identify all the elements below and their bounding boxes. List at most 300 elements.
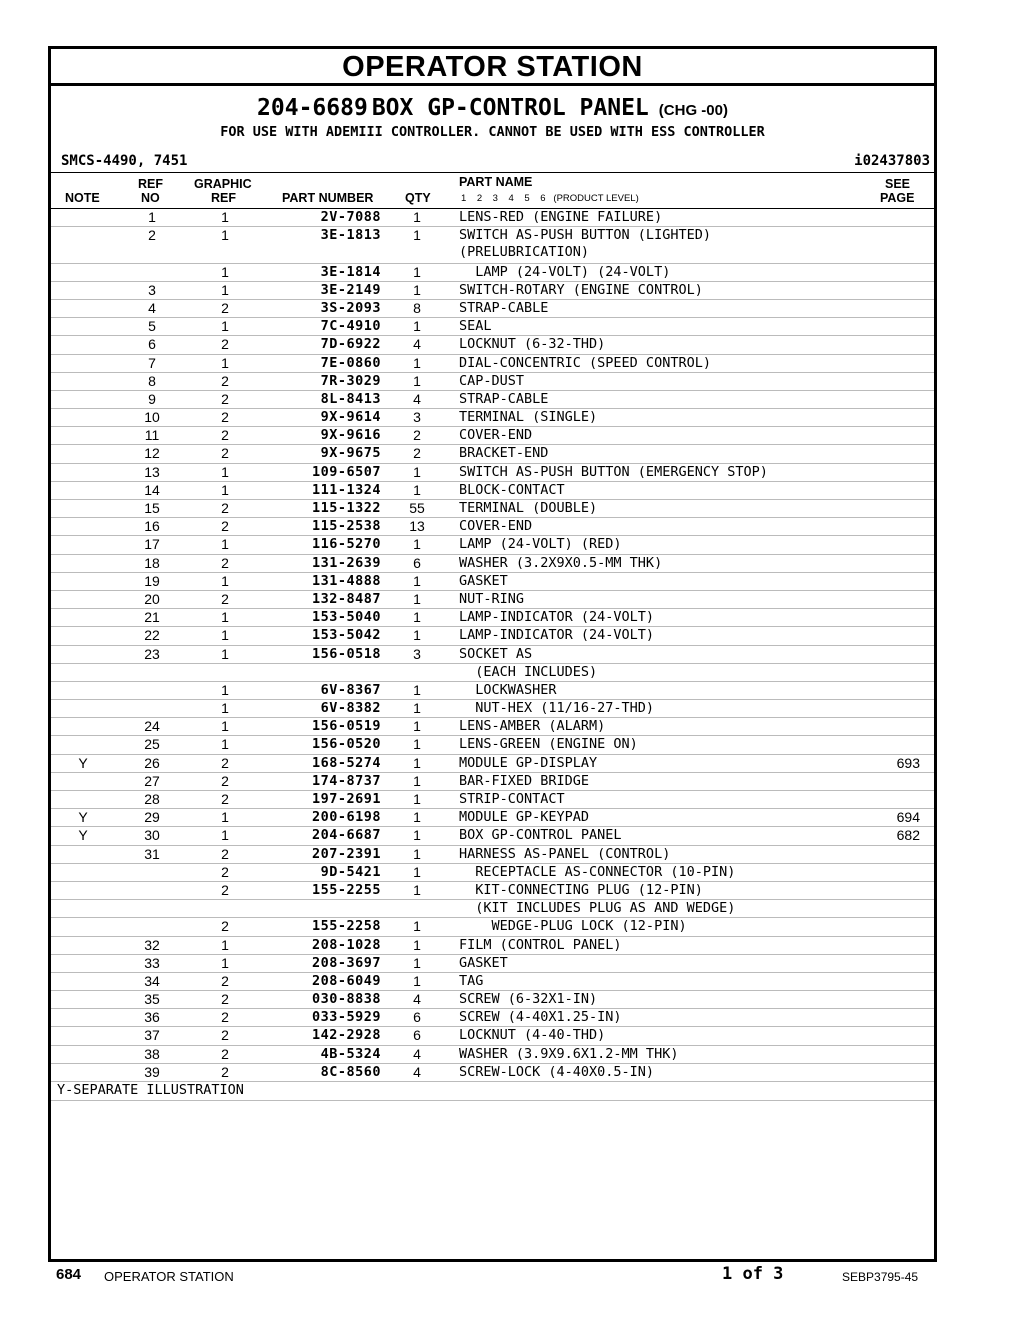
graphic-ref-cell: 2 <box>221 427 229 444</box>
part-number-cell: 116-5270 <box>311 536 381 553</box>
part-number-cell: 131-2639 <box>311 554 381 571</box>
table-row <box>51 918 934 936</box>
table-row <box>51 755 934 773</box>
graphic-ref-cell: 2 <box>221 500 229 517</box>
part-number-cell: 9X-9616 <box>320 427 381 444</box>
part-number-cell: 115-2538 <box>311 518 381 535</box>
table-row <box>51 664 934 682</box>
ref-no-cell: 29 <box>144 809 160 826</box>
part-name-cell: GASKET <box>459 954 508 971</box>
graphic-ref-cell: 1 <box>221 936 229 953</box>
part-name-cell: NUT-RING <box>459 590 525 607</box>
part-name-cell: (KIT INCLUDES PLUG AS AND WEDGE) <box>459 900 736 917</box>
table-row <box>51 791 934 809</box>
table-row <box>51 736 934 754</box>
graphic-ref-cell: 1 <box>221 718 229 735</box>
table-row <box>51 1009 934 1027</box>
graphic-ref-cell: 2 <box>221 336 229 353</box>
footnote-row <box>51 1082 934 1101</box>
qty-cell: 1 <box>413 791 421 808</box>
col-graphic-ref-2: REF <box>211 191 236 205</box>
part-name-cell: BAR-FIXED BRIDGE <box>459 772 590 789</box>
table-row <box>51 318 934 336</box>
part-name-cell: WASHER (3.9X9.6X1.2-MM THK) <box>459 1045 679 1062</box>
graphic-ref-cell: 2 <box>221 590 229 607</box>
qty-cell: 1 <box>413 700 421 717</box>
col-see-page-1: SEE <box>885 177 911 191</box>
ref-no-cell: 5 <box>148 318 156 335</box>
qty-cell: 1 <box>413 954 421 971</box>
ref-no-cell: 36 <box>144 1009 160 1026</box>
ref-no-cell: 9 <box>148 390 156 407</box>
part-name-cell: BLOCK-CONTACT <box>459 481 565 498</box>
qty-cell: 1 <box>413 536 421 553</box>
ref-no-cell: 1 <box>148 209 156 225</box>
part-name-cell: LAMP (24-VOLT) (24-VOLT) <box>459 263 671 280</box>
ref-no-cell: 27 <box>144 772 160 789</box>
section-title: OPERATOR STATION <box>51 49 934 86</box>
qty-cell: 1 <box>413 754 421 771</box>
part-name-cell: WEDGE-PLUG LOCK (12-PIN) <box>459 918 687 935</box>
graphic-ref-cell: 2 <box>221 881 229 898</box>
part-name-cell: NUT-HEX (11/16-27-THD) <box>459 700 655 717</box>
part-number-cell: 033-5929 <box>311 1009 381 1026</box>
part-name-cell: SOCKET AS <box>459 645 533 662</box>
qty-cell: 1 <box>413 481 421 498</box>
qty-cell: 1 <box>413 936 421 953</box>
ref-no-cell: 4 <box>148 299 156 316</box>
table-row <box>51 227 934 263</box>
qty-cell: 4 <box>413 991 421 1008</box>
qty-cell: 1 <box>413 463 421 480</box>
qty-cell: 4 <box>413 1045 421 1062</box>
part-name-cell: CAP-DUST <box>459 372 525 389</box>
part-name-cell: STRAP-CABLE <box>459 390 549 407</box>
qty-cell: 1 <box>413 736 421 753</box>
part-name-cell: LENS-RED (ENGINE FAILURE) <box>459 209 663 225</box>
ref-no-cell: 38 <box>144 1045 160 1062</box>
ref-no-cell: 7 <box>148 354 156 371</box>
ref-no-cell: 26 <box>144 754 160 771</box>
part-name-cell: LOCKNUT (4-40-THD) <box>459 1027 606 1044</box>
table-row <box>51 991 934 1009</box>
qty-cell: 3 <box>413 409 421 426</box>
table-row <box>51 409 934 427</box>
qty-cell: 4 <box>413 390 421 407</box>
graphic-ref-cell: 1 <box>221 736 229 753</box>
graphic-ref-cell: 2 <box>221 845 229 862</box>
part-number-cell: 156-0518 <box>311 645 381 662</box>
part-name-cell: SWITCH AS-PUSH BUTTON (LIGHTED) (PRELUBRICATION) <box>459 227 711 261</box>
ref-no-cell: 28 <box>144 791 160 808</box>
ref-no-cell: 39 <box>144 1063 160 1080</box>
ref-no-cell: 19 <box>144 572 160 589</box>
qty-cell: 1 <box>413 881 421 898</box>
part-name-cell: RECEPTACLE AS-CONNECTOR (10-PIN) <box>459 863 736 880</box>
ref-no-cell: 2 <box>148 227 156 244</box>
ref-no-cell: 8 <box>148 372 156 389</box>
table-row <box>51 300 934 318</box>
group-header <box>51 94 934 122</box>
part-name-cell: LAMP-INDICATOR (24-VOLT) <box>459 627 655 644</box>
ref-no-cell: 33 <box>144 954 160 971</box>
ref-no-cell: 25 <box>144 736 160 753</box>
code-line <box>51 142 934 172</box>
part-name-cell: SWITCH-ROTARY (ENGINE CONTROL) <box>459 281 703 298</box>
part-name-cell: SCREW-LOCK (4-40X0.5-IN) <box>459 1063 655 1080</box>
part-number-cell: 155-2255 <box>311 881 381 898</box>
part-number-cell: 200-6198 <box>311 809 381 826</box>
part-number-cell: 208-6049 <box>311 972 381 989</box>
parts-list-frame <box>48 46 937 1262</box>
part-number-cell: 142-2928 <box>311 1027 381 1044</box>
graphic-ref-cell: 2 <box>221 445 229 462</box>
part-name-cell: LAMP (24-VOLT) (RED) <box>459 536 622 553</box>
qty-cell: 1 <box>413 372 421 389</box>
usage-note: FOR USE WITH ADEMIII CONTROLLER. CANNOT BE USED WITH ESS CONTROLLER <box>220 124 765 140</box>
part-number-cell: 2V-7088 <box>320 209 381 225</box>
graphic-ref-cell: 2 <box>221 972 229 989</box>
part-number-cell: 8C-8560 <box>320 1063 381 1080</box>
graphic-ref-cell: 1 <box>221 281 229 298</box>
col-see-page-2: PAGE <box>880 191 915 205</box>
part-name-cell: DIAL-CONCENTRIC (SPEED CONTROL) <box>459 354 711 371</box>
graphic-ref-cell: 1 <box>221 318 229 335</box>
see-page-cell: 693 <box>896 754 920 771</box>
qty-cell: 1 <box>413 681 421 698</box>
col-qty: QTY <box>405 191 431 205</box>
footer-document: SEBP3795-45 <box>842 1270 919 1284</box>
part-name-cell: (EACH INCLUDES) <box>459 663 598 680</box>
part-name-cell: TERMINAL (SINGLE) <box>459 409 598 426</box>
graphic-ref-cell: 2 <box>221 390 229 407</box>
part-name-cell: GASKET <box>459 572 508 589</box>
table-row <box>51 264 934 282</box>
graphic-ref-cell: 2 <box>221 409 229 426</box>
ref-no-cell: 20 <box>144 590 160 607</box>
graphic-ref-cell: 1 <box>221 209 229 225</box>
graphic-ref-cell: 2 <box>221 918 229 935</box>
part-name-cell: WASHER (3.2X9X0.5-MM THK) <box>459 554 663 571</box>
graphic-ref-cell: 2 <box>221 299 229 316</box>
part-number-cell: 3E-1814 <box>320 263 381 280</box>
table-row <box>51 427 934 445</box>
table-row <box>51 573 934 591</box>
graphic-ref-cell: 1 <box>221 609 229 626</box>
part-number-cell: 204-6687 <box>311 827 381 844</box>
graphic-ref-cell: 2 <box>221 554 229 571</box>
graphic-ref-cell: 2 <box>221 991 229 1008</box>
ref-no-cell: 6 <box>148 336 156 353</box>
table-row <box>51 1064 934 1082</box>
part-number-cell: 8L-8413 <box>320 390 381 407</box>
note-cell: Y <box>78 809 88 826</box>
qty-cell: 2 <box>413 445 421 462</box>
graphic-ref-cell: 2 <box>221 1009 229 1026</box>
graphic-ref-cell: 2 <box>221 863 229 880</box>
part-name-cell: BRACKET-END <box>459 445 549 462</box>
graphic-ref-cell: 2 <box>221 1045 229 1062</box>
ref-no-cell: 12 <box>144 445 160 462</box>
qty-cell: 1 <box>413 827 421 844</box>
ref-no-cell: 32 <box>144 936 160 953</box>
part-number-cell: 9D-5421 <box>320 863 381 880</box>
graphic-ref-cell: 1 <box>221 536 229 553</box>
table-row <box>51 555 934 573</box>
see-page-cell: 694 <box>896 809 920 826</box>
qty-cell: 1 <box>413 354 421 371</box>
graphic-ref-cell: 1 <box>221 645 229 662</box>
qty-cell: 6 <box>413 1009 421 1026</box>
part-number-cell: 131-4888 <box>311 572 381 589</box>
table-row <box>51 846 934 864</box>
table-row <box>51 482 934 500</box>
col-part-name: PART NAME <box>459 175 533 189</box>
footer-page-number: 684 <box>56 1266 82 1283</box>
graphic-ref-cell: 1 <box>221 572 229 589</box>
part-name-cell: MODULE GP-DISPLAY <box>459 754 598 771</box>
note-cell: Y <box>78 754 88 771</box>
table-row <box>51 518 934 536</box>
see-page-cell: 682 <box>896 827 920 844</box>
part-number-cell: 9X-9675 <box>320 445 381 462</box>
ref-no-cell: 13 <box>144 463 160 480</box>
qty-cell: 1 <box>413 718 421 735</box>
table-row <box>51 627 934 645</box>
part-name-cell: SCREW (4-40X1.25-IN) <box>459 1009 622 1026</box>
table-row <box>51 718 934 736</box>
qty-cell: 3 <box>413 645 421 662</box>
table-row <box>51 955 934 973</box>
ref-no-cell: 10 <box>144 409 160 426</box>
part-number-cell: 207-2391 <box>311 845 381 862</box>
group-name: BOX GP-CONTROL PANEL <box>371 95 649 121</box>
part-number-cell: 6V-8382 <box>320 700 381 717</box>
graphic-ref-cell: 2 <box>221 772 229 789</box>
part-number-cell: 3S-2093 <box>320 299 381 316</box>
part-name-cell: SCREW (6-32X1-IN) <box>459 991 598 1008</box>
graphic-ref-cell: 1 <box>221 354 229 371</box>
qty-cell: 1 <box>413 318 421 335</box>
part-number-cell: 4B-5324 <box>320 1045 381 1062</box>
table-row <box>51 536 934 554</box>
table-row <box>51 373 934 391</box>
qty-cell: 1 <box>413 627 421 644</box>
part-number-cell: 7E-0860 <box>320 354 381 371</box>
table-row <box>51 773 934 791</box>
table-row <box>51 646 934 664</box>
table-row <box>51 700 934 718</box>
footer-section: OPERATOR STATION <box>104 1269 234 1284</box>
ref-no-cell: 3 <box>148 281 156 298</box>
qty-cell: 1 <box>413 263 421 280</box>
graphic-ref-cell: 1 <box>221 954 229 971</box>
qty-cell: 55 <box>409 500 425 517</box>
table-row <box>51 682 934 700</box>
part-name-cell: FILM (CONTROL PANEL) <box>459 936 622 953</box>
part-number-cell: 115-1322 <box>311 500 381 517</box>
table-row <box>51 827 934 845</box>
part-name-cell: LENS-AMBER (ALARM) <box>459 718 606 735</box>
graphic-ref-cell: 1 <box>221 263 229 280</box>
qty-cell: 13 <box>409 518 425 535</box>
part-name-cell: TAG <box>459 972 484 989</box>
part-number-cell: 6V-8367 <box>320 681 381 698</box>
part-name-cell: BOX GP-CONTROL PANEL <box>459 827 622 844</box>
qty-cell: 1 <box>413 209 421 225</box>
part-number-cell: 168-5274 <box>311 754 381 771</box>
part-name-cell: COVER-END <box>459 427 533 444</box>
column-headers <box>51 172 934 209</box>
smcs-code: SMCS-4490, 7451 <box>61 153 188 169</box>
qty-cell: 1 <box>413 845 421 862</box>
col-graphic-ref-1: GRAPHIC <box>194 177 252 191</box>
table-row <box>51 609 934 627</box>
table-row <box>51 355 934 373</box>
table-row <box>51 809 934 827</box>
note-cell: Y <box>78 827 88 844</box>
graphic-ref-cell: 2 <box>221 1063 229 1080</box>
part-number-cell: 109-6507 <box>311 463 381 480</box>
graphic-ref-cell: 2 <box>221 1027 229 1044</box>
graphic-ref-cell: 1 <box>221 227 229 244</box>
col-ref-no-1: REF <box>138 177 163 191</box>
part-number-cell: 153-5040 <box>311 609 381 626</box>
table-row <box>51 464 934 482</box>
qty-cell: 1 <box>413 572 421 589</box>
qty-cell: 2 <box>413 427 421 444</box>
table-row <box>51 591 934 609</box>
col-product-level: 1 2 3 4 5 6 (PRODUCT LEVEL) <box>461 193 639 204</box>
qty-cell: 1 <box>413 281 421 298</box>
ref-no-cell: 23 <box>144 645 160 662</box>
group-part-number: 204-6689 <box>257 95 368 121</box>
part-number-cell: 7C-4910 <box>320 318 381 335</box>
qty-cell: 1 <box>413 863 421 880</box>
qty-cell: 1 <box>413 809 421 826</box>
ref-no-cell: 11 <box>144 427 160 444</box>
col-ref-no-2: NO <box>141 191 160 205</box>
ref-no-cell: 15 <box>144 500 160 517</box>
qty-cell: 8 <box>413 299 421 316</box>
part-number-cell: 153-5042 <box>311 627 381 644</box>
part-number-cell: 9X-9614 <box>320 409 381 426</box>
qty-cell: 1 <box>413 227 421 244</box>
graphic-ref-cell: 1 <box>221 827 229 844</box>
part-number-cell: 197-2691 <box>311 791 381 808</box>
qty-cell: 4 <box>413 336 421 353</box>
part-name-cell: LENS-GREEN (ENGINE ON) <box>459 736 638 753</box>
part-number-cell: 111-1324 <box>311 481 381 498</box>
footnote: Y-SEPARATE ILLUSTRATION <box>57 1082 244 1099</box>
table-row <box>51 500 934 518</box>
graphic-ref-cell: 2 <box>221 754 229 771</box>
table-row <box>51 937 934 955</box>
table-row <box>51 391 934 409</box>
table-row <box>51 973 934 991</box>
part-number-cell: 156-0519 <box>311 718 381 735</box>
qty-cell: 1 <box>413 972 421 989</box>
graphic-ref-cell: 1 <box>221 700 229 717</box>
part-number-cell: 156-0520 <box>311 736 381 753</box>
ref-no-cell: 14 <box>144 481 160 498</box>
col-note: NOTE <box>65 191 100 205</box>
part-number-cell: 208-3697 <box>311 954 381 971</box>
part-name-cell: STRAP-CABLE <box>459 299 549 316</box>
part-name-cell: MODULE GP-KEYPAD <box>459 809 590 826</box>
qty-cell: 1 <box>413 772 421 789</box>
table-row <box>51 1046 934 1064</box>
table-row <box>51 445 934 463</box>
change-level: (CHG -00) <box>658 102 728 119</box>
table-row <box>51 336 934 354</box>
part-name-cell: COVER-END <box>459 518 533 535</box>
part-number-cell: 030-8838 <box>311 991 381 1008</box>
graphic-ref-cell: 1 <box>221 681 229 698</box>
graphic-ref-cell: 1 <box>221 463 229 480</box>
ref-no-cell: 37 <box>144 1027 160 1044</box>
part-number-cell: 3E-1813 <box>320 227 381 244</box>
table-row <box>51 882 934 900</box>
ref-no-cell: 17 <box>144 536 160 553</box>
part-number-cell: 174-8737 <box>311 772 381 789</box>
graphic-ref-cell: 1 <box>221 481 229 498</box>
col-part-number: PART NUMBER <box>282 191 374 205</box>
footer-sheet: 1 of 3 <box>722 1264 784 1284</box>
ref-no-cell: 21 <box>144 609 160 626</box>
graphic-ref-cell: 2 <box>221 372 229 389</box>
graphic-ref-cell: 2 <box>221 518 229 535</box>
graphic-ref-cell: 1 <box>221 809 229 826</box>
graphic-ref-cell: 1 <box>221 627 229 644</box>
parts-table <box>51 209 934 1082</box>
table-row <box>51 864 934 882</box>
part-name-cell: TERMINAL (DOUBLE) <box>459 500 598 517</box>
table-row <box>51 900 934 918</box>
part-name-cell: LOCKWASHER <box>459 681 557 698</box>
qty-cell: 6 <box>413 554 421 571</box>
ref-no-cell: 34 <box>144 972 160 989</box>
part-number-cell: 155-2258 <box>311 918 381 935</box>
ref-no-cell: 18 <box>144 554 160 571</box>
ref-no-cell: 24 <box>144 718 160 735</box>
ref-no-cell: 16 <box>144 518 160 535</box>
ref-no-cell: 31 <box>144 845 160 862</box>
part-name-cell: SWITCH AS-PUSH BUTTON (EMERGENCY STOP) <box>459 463 768 480</box>
part-name-cell: HARNESS AS-PANEL (CONTROL) <box>459 845 671 862</box>
part-number-cell: 7R-3029 <box>320 372 381 389</box>
part-name-cell: STRIP-CONTACT <box>459 791 565 808</box>
part-name-cell: KIT-CONNECTING PLUG (12-PIN) <box>459 881 703 898</box>
qty-cell: 6 <box>413 1027 421 1044</box>
part-number-cell: 7D-6922 <box>320 336 381 353</box>
ref-no-cell: 35 <box>144 991 160 1008</box>
illustration-id: i02437803 <box>854 153 930 169</box>
ref-no-cell: 30 <box>144 827 160 844</box>
table-row <box>51 282 934 300</box>
table-row <box>51 209 934 227</box>
part-name-cell: LAMP-INDICATOR (24-VOLT) <box>459 609 655 626</box>
qty-cell: 1 <box>413 590 421 607</box>
qty-cell: 4 <box>413 1063 421 1080</box>
part-name-cell: LOCKNUT (6-32-THD) <box>459 336 606 353</box>
part-number-cell: 3E-2149 <box>320 281 381 298</box>
qty-cell: 1 <box>413 918 421 935</box>
qty-cell: 1 <box>413 609 421 626</box>
ref-no-cell: 22 <box>144 627 160 644</box>
part-number-cell: 208-1028 <box>311 936 381 953</box>
part-number-cell: 132-8487 <box>311 590 381 607</box>
